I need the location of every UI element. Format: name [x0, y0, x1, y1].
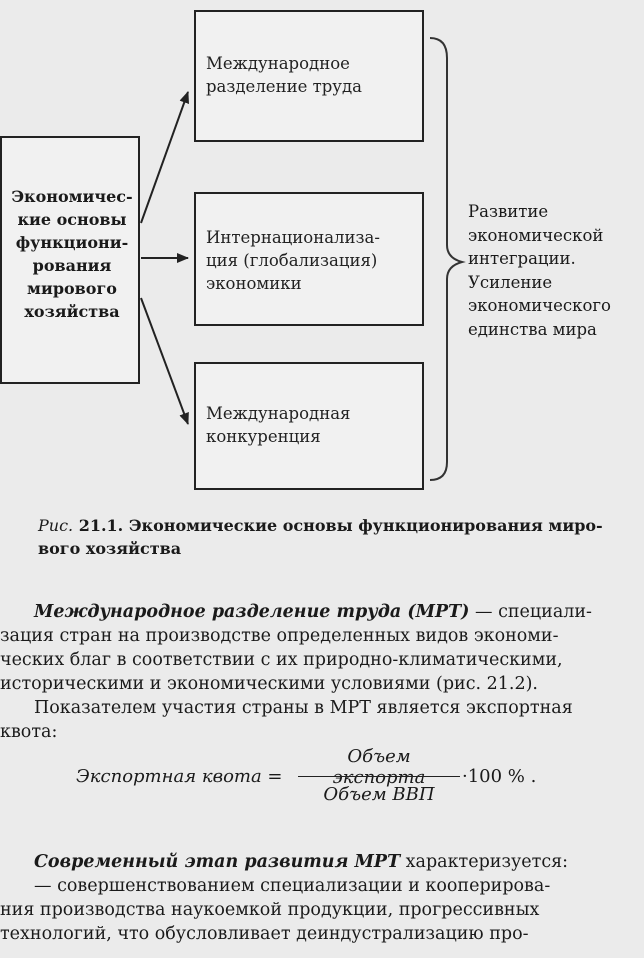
box-internationalization-text: Интернационализа- ция (глобализация) экономики — [206, 228, 380, 293]
export-quota-formula — [76, 742, 596, 812]
paragraph-mrt-definition: Международное разделение труда (МРТ) — специали- зация стран на производстве определенных видов экономи- ческих благ в соответствии с их природно-климатическими, историческими и экономическими условиями (рис. 21.2). — [0, 602, 592, 694]
formula-denominator: Объем ВВП — [323, 784, 435, 805]
main-concept-label: Экономичес-кие основы функциони-рования мирового хозяйства — [11, 187, 133, 321]
box-mrt-text: Международное разделение труда — [206, 54, 362, 96]
figure-caption: Рис. 21.1. Экономические основы функционирования миро- вого хозяйства — [38, 516, 603, 558]
integration-result-text: Развитие экономической интеграции. Усиление экономического единства мира — [468, 202, 611, 339]
box-competition-text: Международная конкуренция — [206, 404, 351, 446]
formula-numerator: Объем экспорта — [332, 746, 426, 788]
arrow-to-competition — [141, 298, 188, 424]
arrow-to-mrt — [141, 92, 188, 223]
curly-brace — [430, 38, 462, 480]
formula-right: ·100 % . — [462, 766, 537, 787]
paragraph-export-quota: Показателем участия страны в МРТ является экспортная квота: — [0, 698, 573, 742]
paragraph-modern-stage: Современный этап развития МРТ характеризуется: — совершенствованием специализации и кооперирова- ния производства наукоемкой продукции, прогрессивных технологий, что обусловливает деиндустрализацию про- — [0, 852, 569, 944]
formula-left: Экспортная квота = — [76, 766, 283, 787]
fraction-bar — [298, 776, 460, 777]
